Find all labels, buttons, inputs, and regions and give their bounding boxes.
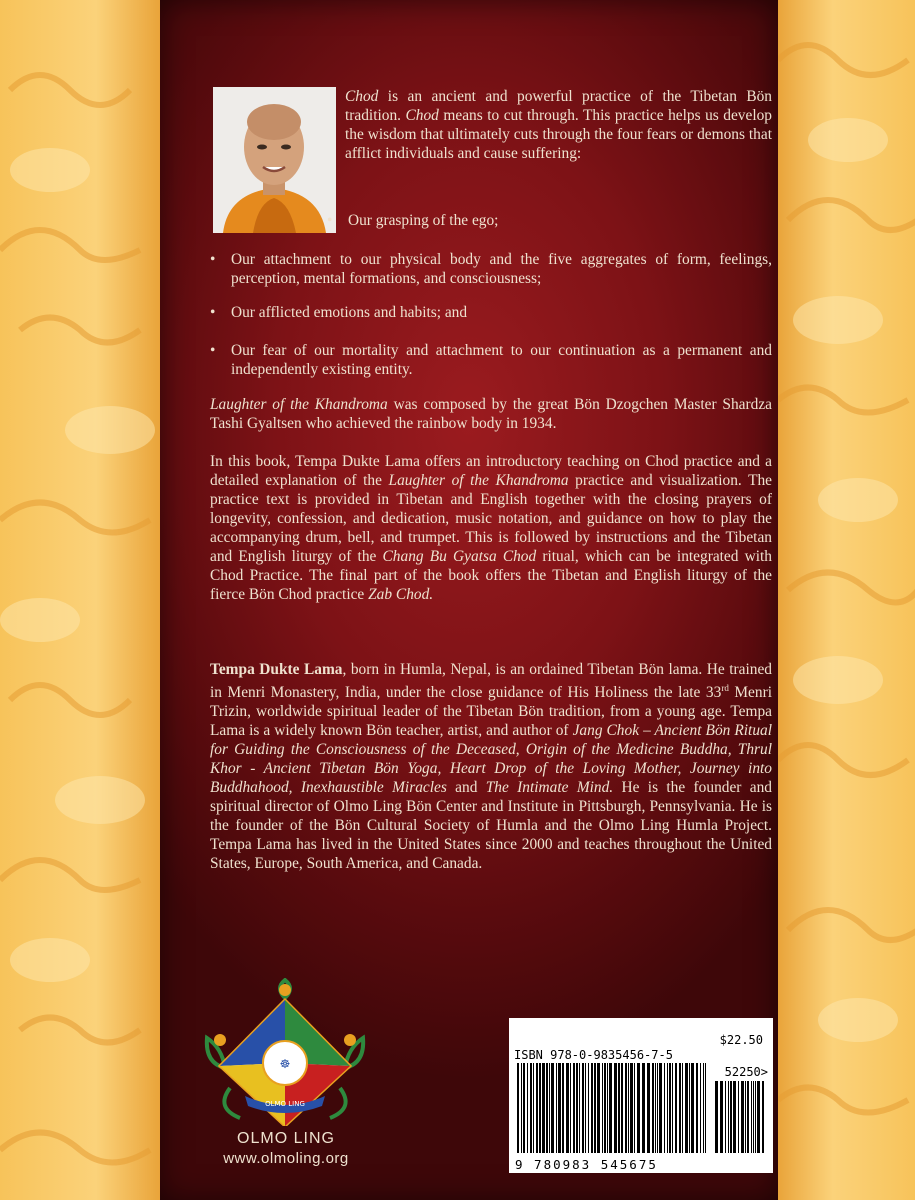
barcode-bar bbox=[738, 1081, 739, 1153]
bio-text-1: , born in Humla, Nepal, is an ordained Tibetan Bön lama. He trained in Menri Monastery, India, under the close guidance of His Holiness the late 33 bbox=[210, 661, 772, 702]
barcode-bar bbox=[566, 1063, 569, 1153]
book-title-2: Chang Bu Gyatsa Chod bbox=[382, 548, 537, 565]
bullet-item bbox=[327, 211, 767, 230]
barcode-bar bbox=[725, 1081, 726, 1153]
bullet-text: Our fear of our mortality and attachment to our continuation as a permanent and independently existing entity. bbox=[231, 342, 772, 378]
barcode-bar bbox=[542, 1063, 545, 1153]
barcode-bar bbox=[696, 1063, 698, 1153]
barcode-bar bbox=[747, 1081, 749, 1153]
barcode-bar bbox=[585, 1063, 586, 1153]
barcode-bar bbox=[533, 1063, 534, 1153]
bullet-text: Our attachment to our physical body and the five aggregates of form, feelings, perception, mental formations, and consciousness; bbox=[231, 251, 772, 287]
barcode-bar bbox=[523, 1063, 525, 1153]
intro-title-word: Chod bbox=[345, 88, 379, 105]
barcode-bar bbox=[691, 1063, 694, 1153]
author-name: Tempa Dukte Lama bbox=[210, 661, 343, 678]
bio-works: Jang Chok – Ancient Bön Ritual for Guiding the Consciousness of the Deceased, Origin of the Medicine Buddha, Thrul Khor - Ancient Tibetan Bön Yoga, Heart Drop of the Loving Mother, Journey into Buddhahood, Inexhaustible Miracles bbox=[210, 722, 773, 797]
barcode-bar bbox=[604, 1063, 606, 1153]
intro-title-word-2: Chod bbox=[405, 107, 439, 124]
price-code: 52250> bbox=[724, 1065, 768, 1079]
barcode-bar bbox=[549, 1063, 550, 1153]
barcode-bar bbox=[728, 1081, 729, 1153]
bullet-item bbox=[210, 303, 772, 322]
barcode-bar bbox=[741, 1081, 744, 1153]
barcode-bar bbox=[517, 1063, 519, 1153]
price-barcode-bars bbox=[715, 1081, 765, 1153]
barcode-bar bbox=[637, 1063, 640, 1153]
barcode-bars bbox=[517, 1063, 707, 1153]
barcode-bar bbox=[536, 1063, 538, 1153]
barcode-bar bbox=[657, 1063, 658, 1153]
barcode-bar bbox=[573, 1063, 575, 1153]
barcode-bar bbox=[672, 1063, 673, 1153]
barcode-bar bbox=[607, 1063, 608, 1153]
bio-text-3: He is the founder and spiritual director of Olmo Ling Bön Center and Institute in Pittsburgh, Pennsylvania. He is the founder of the Bön Cultural Society of Humla and the Olmo Ling Humla Project. Tempa Lama has lived in the United States since 2000 and teaches throughout the United States, Europe, South America, and Canada. bbox=[210, 779, 772, 873]
intro-text-2: means to cut through. This practice helps us develop the wisdom that ultimately cuts through the four fears or demons that afflict individuals and cause suffering: bbox=[345, 107, 772, 162]
book-description-paragraph bbox=[210, 452, 772, 604]
barcode-bar bbox=[682, 1063, 683, 1153]
barcode-bar bbox=[659, 1063, 662, 1153]
barcode-bar bbox=[630, 1063, 633, 1153]
barcode-bar bbox=[720, 1081, 723, 1153]
book-title-3: Zab Chod. bbox=[368, 586, 434, 603]
barcode-bar bbox=[628, 1063, 629, 1153]
barcode-bar bbox=[685, 1063, 688, 1153]
barcode-bar bbox=[527, 1063, 528, 1153]
barcode-bar bbox=[634, 1063, 635, 1153]
barcode-bar bbox=[664, 1063, 665, 1153]
bullet-dot: • bbox=[210, 304, 216, 321]
barcode-bar bbox=[556, 1063, 557, 1153]
barcode-bar bbox=[705, 1063, 706, 1153]
barcode-bar bbox=[647, 1063, 650, 1153]
barcode-bar bbox=[757, 1081, 760, 1153]
barcode-bar bbox=[675, 1063, 677, 1153]
barcode-bar bbox=[762, 1081, 764, 1153]
barcode-bar bbox=[618, 1063, 620, 1153]
barcode-bar bbox=[689, 1063, 690, 1153]
book-text-2: practice and visualization. The practice text is provided in Tibetan and English together with the closing prayers of longevity, confession, and dedication, music notation, and guidance on how to play the accompanying drum, bell, and trumpet. This is followed by instructions and the Tibetan and English liturgy of the bbox=[210, 472, 772, 565]
barcode-bar bbox=[625, 1063, 627, 1153]
intro-text-1: is an ancient and powerful practice of the Tibetan Bön tradition. bbox=[345, 88, 772, 124]
barcode-bar bbox=[669, 1063, 671, 1153]
book-title-1: Laughter of the Khandroma bbox=[388, 472, 569, 489]
barcode-bar bbox=[539, 1063, 541, 1153]
barcode-bar bbox=[570, 1063, 571, 1153]
barcode-bar bbox=[602, 1063, 603, 1153]
price-label: $22.50 bbox=[719, 1033, 763, 1047]
barcode-bar bbox=[642, 1063, 645, 1153]
book-text-1: In this book, Tempa Dukte Lama offers an introductory teaching on Chod practice and a detailed explanation of the bbox=[210, 453, 772, 489]
barcode-bar bbox=[753, 1081, 754, 1153]
author-photo bbox=[213, 87, 336, 233]
laughter-title: Laughter of the Khandroma bbox=[210, 396, 388, 413]
bio-text-2: Menri Trizin, worldwide spiritual leader of the Tibetan Bön tradition, from a young age. Tempa Lama is a widely known Bön teacher, artist, and author of bbox=[210, 684, 772, 740]
laughter-paragraph bbox=[210, 395, 772, 433]
barcode-bar bbox=[751, 1081, 752, 1153]
laughter-text: was composed by the great Bön Dzogchen Master Shardza Tashi Gyaltsen who achieved the rainbow body in 1934. bbox=[210, 396, 772, 432]
svg-text:☸: ☸ bbox=[279, 1057, 291, 1071]
barcode-bar bbox=[530, 1063, 532, 1153]
barcode-bar bbox=[588, 1063, 589, 1153]
barcode-bar bbox=[546, 1063, 548, 1153]
barcode-bar bbox=[700, 1063, 701, 1153]
isbn-barcode bbox=[509, 1018, 773, 1173]
barcode-bar bbox=[715, 1081, 718, 1153]
right-gold-cloud-panel bbox=[778, 0, 915, 1200]
logo-name: OLMO LING bbox=[237, 1130, 335, 1147]
barcode-bar bbox=[745, 1081, 746, 1153]
barcode-bar bbox=[667, 1063, 668, 1153]
bullet-dot: • bbox=[327, 212, 333, 229]
barcode-bar bbox=[730, 1081, 732, 1153]
bullet-item bbox=[210, 250, 772, 288]
bullet-dot: • bbox=[210, 342, 216, 359]
bio-last-work: The Intimate Mind. bbox=[485, 779, 614, 797]
barcode-bar bbox=[652, 1063, 654, 1153]
barcode-bar bbox=[655, 1063, 656, 1153]
barcode-bar bbox=[576, 1063, 578, 1153]
barcode-bar bbox=[582, 1063, 584, 1153]
barcode-bar bbox=[755, 1081, 756, 1153]
bio-superscript: rd bbox=[721, 683, 729, 693]
barcode-bar bbox=[521, 1063, 522, 1153]
author-bio-paragraph bbox=[210, 660, 772, 873]
barcode-bar bbox=[551, 1063, 554, 1153]
olmo-ling-emblem bbox=[200, 978, 370, 1126]
barcode-bar bbox=[579, 1063, 580, 1153]
book-text-3: ritual, which can be integrated with Chod Practice. The final part of the book offers the Tibetan and English liturgy of the fierce Bön Chod practice bbox=[210, 548, 772, 603]
left-gold-cloud-panel bbox=[0, 0, 160, 1200]
bio-and: and bbox=[446, 779, 486, 797]
barcode-bar bbox=[591, 1063, 593, 1153]
barcode-bar bbox=[733, 1081, 736, 1153]
barcode-bar bbox=[594, 1063, 596, 1153]
barcode-bar bbox=[621, 1063, 623, 1153]
barcode-bar bbox=[703, 1063, 704, 1153]
isbn-number: ISBN 978-0-9835456-7-5 bbox=[514, 1048, 673, 1062]
bullet-text: Our grasping of the ego; bbox=[348, 212, 499, 229]
barcode-bar bbox=[597, 1063, 600, 1153]
barcode-bar bbox=[614, 1063, 617, 1153]
intro-paragraph bbox=[345, 87, 772, 163]
bullet-text: Our afflicted emotions and habits; and bbox=[231, 304, 468, 321]
bullet-dot: • bbox=[210, 251, 216, 268]
barcode-bar bbox=[679, 1063, 681, 1153]
bullet-item bbox=[210, 341, 772, 379]
barcode-bar bbox=[609, 1063, 612, 1153]
emblem-ribbon-text: OLMO LING bbox=[265, 1100, 305, 1108]
logo-url: www.olmoling.org bbox=[223, 1150, 349, 1167]
barcode-digits: 9 780983 545675 bbox=[515, 1157, 658, 1172]
barcode-bar bbox=[562, 1063, 564, 1153]
barcode-bar bbox=[558, 1063, 561, 1153]
